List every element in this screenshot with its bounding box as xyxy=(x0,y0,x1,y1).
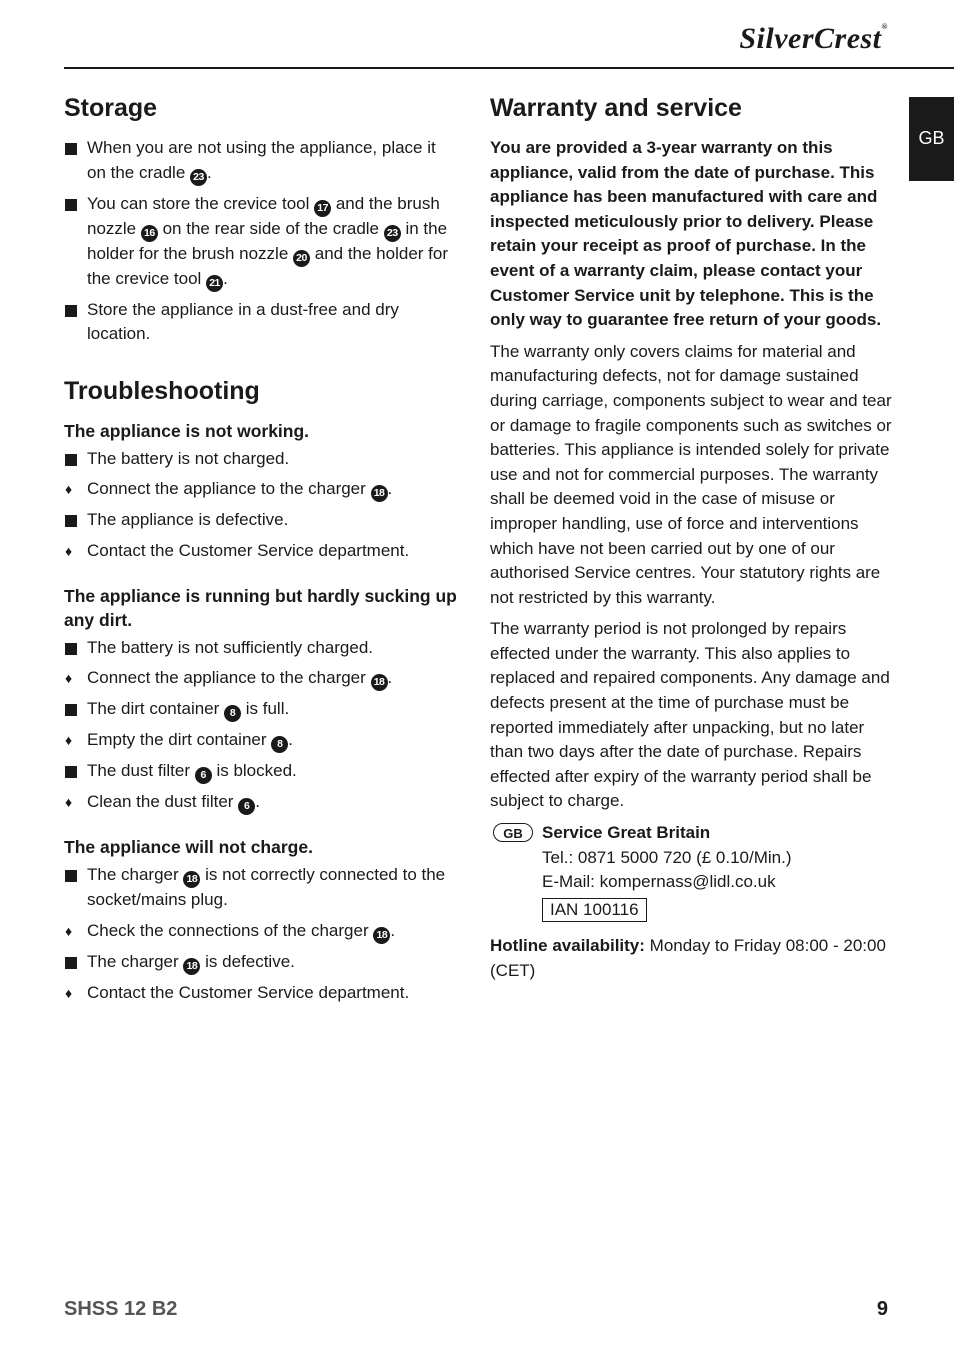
warranty-coverage-paragraph: The warranty only covers claims for material and manufacturing defects, not for damage sustained during carriage, components subject to wear and tear or damage to fragile components such as switches or batteries. This appliance is intended solely for private use and not for commercial purposes. The warranty shall be deemed void in the case of misuse or improper handling, use of force and interventions which have not been carried out by one of our authorised Service centres. Your statutory rights are not restricted by this warranty. xyxy=(490,341,892,607)
part-number-badge: 17 xyxy=(314,200,331,217)
language-tab: GB xyxy=(909,97,954,181)
square-bullet-icon xyxy=(65,199,77,211)
list-item: When you are not using the appliance, place it on the cradle 23 . xyxy=(64,136,458,186)
brand-logo: SilverCrest® xyxy=(739,22,888,55)
remedy-item: ♦ Clean the dust filter 6 . xyxy=(64,790,458,815)
warranty-intro: You are provided a 3-year warranty on this appliance, valid from the date of purchase. This appliance has been manufactured with care and inspected meticulously prior to delivery. Please retain your receipt as proof of purchase. In the event of a warranty claim, please contact your Customer Service unit by telephone. This is the only way to guarantee free return of your goods. xyxy=(490,138,882,330)
cause-item: The dirt container 8 is full. xyxy=(64,697,458,722)
cause-item: The appliance is defective. xyxy=(64,508,458,533)
part-number-badge: 18 xyxy=(183,958,200,975)
warranty-heading: Warranty and service xyxy=(490,94,742,122)
list-item: Store the appliance in a dust-free and dry location. xyxy=(64,298,458,347)
remedy-item: ♦ Connect the appliance to the charger 18 . xyxy=(64,666,458,691)
remedy-item: ♦ Contact the Customer Service department. xyxy=(64,539,458,564)
hotline-availability: Hotline availability: Monday to Friday 08:00 - 20:00 (CET) xyxy=(490,936,886,980)
left-column xyxy=(64,92,458,1011)
part-number-badge: 23 xyxy=(190,169,207,186)
square-bullet-icon xyxy=(65,870,77,882)
remedy-item: ♦ Contact the Customer Service department. xyxy=(64,981,458,1006)
square-bullet-icon xyxy=(65,957,77,969)
problem-heading: The appliance is running but hardly sucking up any dirt. xyxy=(64,585,457,630)
remedy-item: ♦ Empty the dirt container 8 . xyxy=(64,728,458,753)
service-contact xyxy=(490,821,895,922)
ian-box: IAN 100116 xyxy=(542,898,647,922)
square-bullet-icon xyxy=(65,454,77,466)
service-name: Service Great Britain xyxy=(542,823,711,843)
square-bullet-icon xyxy=(65,515,77,527)
part-number-badge: 6 xyxy=(195,767,212,784)
model-number: SHSS 12 B2 xyxy=(64,1298,178,1320)
cause-item: The dust filter 6 is blocked. xyxy=(64,759,458,784)
cause-item: The battery is not charged. xyxy=(64,447,458,472)
diamond-bullet-icon: ♦ xyxy=(65,732,73,749)
remedy-item: ♦ Check the connections of the charger 18 . xyxy=(64,919,458,944)
part-number-badge: 18 xyxy=(371,485,388,502)
right-column xyxy=(490,92,895,984)
part-number-badge: 20 xyxy=(293,250,310,267)
diamond-bullet-icon: ♦ xyxy=(65,481,73,498)
problem-heading: The appliance will not charge. xyxy=(64,837,313,858)
service-phone: Tel.: 0871 5000 720 (£ 0.10/Min.) xyxy=(542,847,792,867)
cause-item: The charger 18 is defective. xyxy=(64,950,458,975)
troubleshooting-heading: Troubleshooting xyxy=(64,376,260,405)
square-bullet-icon xyxy=(65,305,77,317)
list-item: You can store the crevice tool 17 and the brush nozzle 16 on the rear side of the cradle 23 in the holder for the brush nozzle 20 and the holder for the crevice tool 21 . xyxy=(64,192,458,292)
remedy-item: ♦ Connect the appliance to the charger 18 . xyxy=(64,477,458,502)
square-bullet-icon xyxy=(65,143,77,155)
part-number-badge: 18 xyxy=(371,674,388,691)
part-number-badge: 21 xyxy=(206,275,223,292)
problem-heading: The appliance is not working. xyxy=(64,420,310,441)
diamond-bullet-icon: ♦ xyxy=(65,670,73,687)
country-badge: GB xyxy=(493,823,533,842)
cause-item: The charger 18 is not correctly connected to the socket/mains plug. xyxy=(64,863,458,913)
part-number-badge: 18 xyxy=(183,871,200,888)
square-bullet-icon xyxy=(65,766,77,778)
part-number-badge: 8 xyxy=(224,705,241,722)
part-number-badge: 8 xyxy=(271,736,288,753)
storage-heading: Storage xyxy=(64,94,158,122)
service-email: E-Mail: kompernass@lidl.co.uk xyxy=(542,872,776,892)
diamond-bullet-icon: ♦ xyxy=(65,542,73,559)
header-rule xyxy=(64,67,954,69)
diamond-bullet-icon: ♦ xyxy=(65,922,73,939)
part-number-badge: 23 xyxy=(384,225,401,242)
warranty-period-paragraph: The warranty period is not prolonged by repairs effected under the warranty. This also applies to replaced and repaired components. Any damage and defects present at the time of purchase must be reported immediately after unpacking, but no later than two days after the date of purchase. Repairs effected after expiry of the warranty period shall be subject to charge. xyxy=(490,619,890,811)
square-bullet-icon xyxy=(65,643,77,655)
diamond-bullet-icon: ♦ xyxy=(65,984,73,1001)
page-number: 9 xyxy=(876,1298,888,1320)
part-number-badge: 18 xyxy=(373,927,390,944)
cause-item: The battery is not sufficiently charged. xyxy=(64,636,458,661)
diamond-bullet-icon: ♦ xyxy=(65,794,73,811)
part-number-badge: 16 xyxy=(141,225,158,242)
square-bullet-icon xyxy=(65,704,77,716)
part-number-badge: 6 xyxy=(238,798,255,815)
